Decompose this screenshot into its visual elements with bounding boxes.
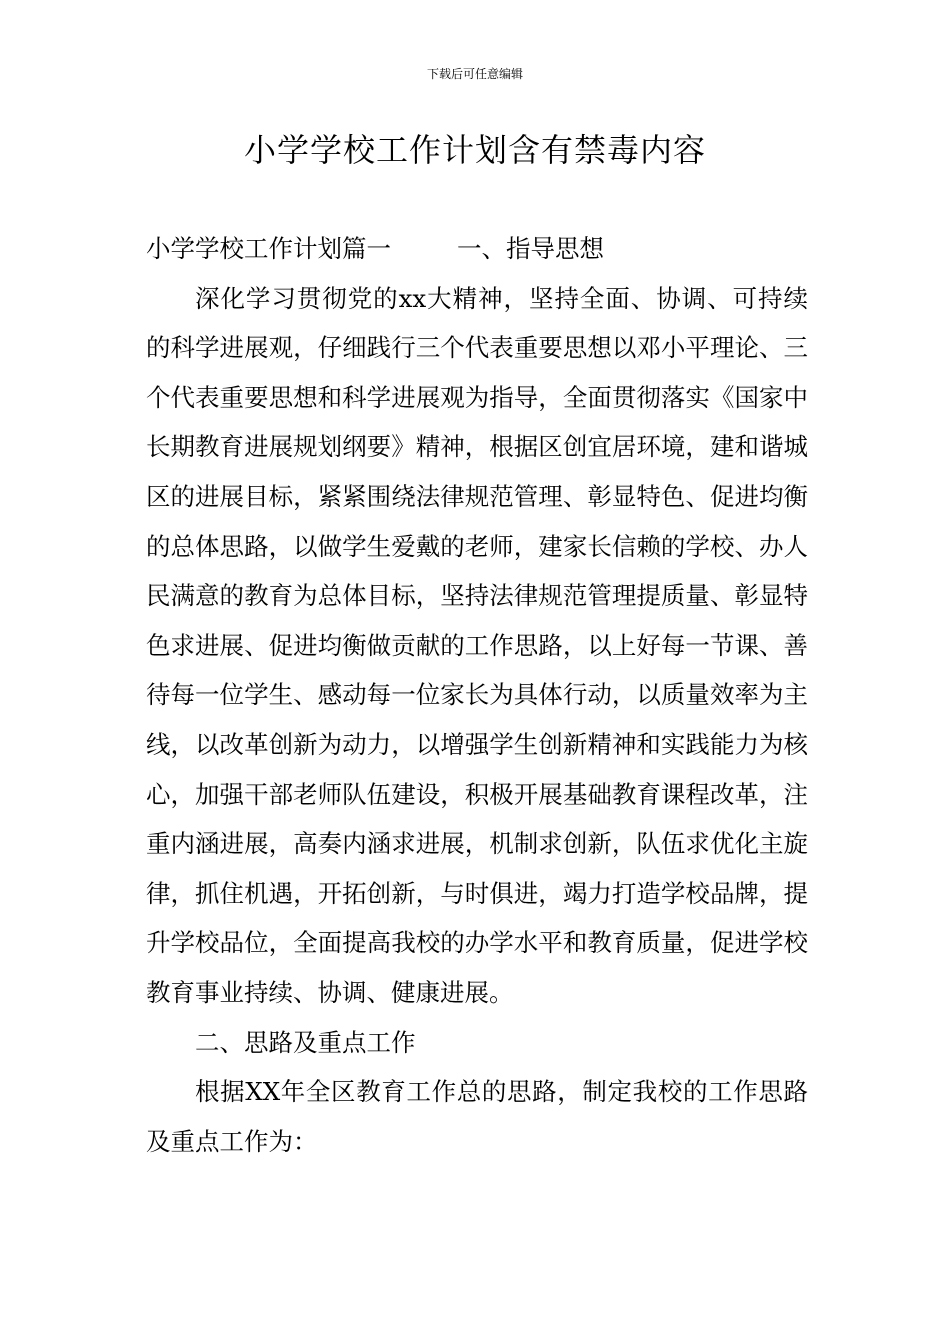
section-heading-2: 二、思路及重点工作 xyxy=(195,1027,416,1057)
first-line xyxy=(146,224,808,274)
paragraph-work-plan-intro: 根据XX年全区教育工作总的思路，制定我校的工作思路及重点工作为： xyxy=(146,1077,808,1156)
header-note: 下载后可任意编辑 xyxy=(426,67,523,81)
document-body xyxy=(146,224,808,1166)
document-title: 小学学校工作计划含有禁毒内容 xyxy=(243,131,706,169)
paragraph-guiding-thought: 深化学习贯彻党的xx大精神，坚持全面、协调、可持续的科学进展观，仔细践行三个代表重要思想以邓小平理论、三个代表重要思想和科学进展观为指导，全面贯彻落实《国家中长期教育进展规划纲要》精神，根据区创宜居环境，建和谐城区的进展目标，紧紧围绕法律规范管理、彰显特色、促进均衡的总体思路，以做学生爱戴的老师，建家长信赖的学校、办人民满意的教育为总体目标，坚持法律规范管理提质量、彰显特色求进展、促进均衡做贡献的工作思路，以上好每一节课、善待每一位学生、感动每一位家长为具体行动，以质量效率为主线，以改革创新为动力，以增强学生创新精神和实践能力为核心，加强干部老师队伍建设，积极开展基础教育课程改革，注重内涵进展，高奏内涵求进展，机制求创新，队伍求优化主旋律，抓住机遇，开拓创新，与时俱进，竭力打造学校品牌，提升学校品位，全面提高我校的办学水平和教育质量，促进学校教育事业持续、协调、健康进展。 xyxy=(146,283,808,1007)
section-heading-1: 一、指导思想 xyxy=(457,234,604,263)
part-label: 小学学校工作计划篇一 xyxy=(146,234,391,263)
